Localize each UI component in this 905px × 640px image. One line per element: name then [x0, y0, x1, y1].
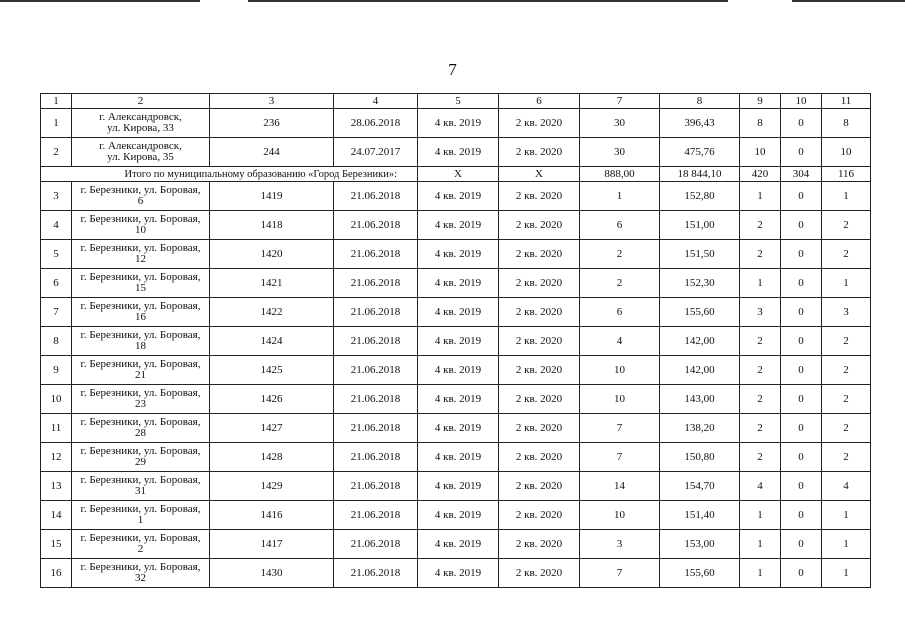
count-cell: 10	[580, 385, 660, 414]
col10-cell: 0	[781, 385, 822, 414]
permit-date-cell: 24.07.2017	[334, 138, 418, 167]
total-cell: 2	[740, 443, 781, 472]
address-line: г. Березники, ул. Боровая,	[80, 184, 201, 196]
table-row	[41, 385, 871, 414]
table-row	[41, 443, 871, 472]
table-row	[41, 211, 871, 240]
address-cell	[72, 298, 210, 327]
start-date-cell: 4 кв. 2019	[418, 327, 499, 356]
total-value-cell: Х	[499, 167, 580, 182]
permit-number-cell: 1421	[210, 269, 334, 298]
permit-number-cell: 1418	[210, 211, 334, 240]
total-cell: 1	[740, 269, 781, 298]
address-line: ул. Кирова, 33	[107, 122, 174, 134]
housing-table	[40, 93, 871, 588]
total-value-cell: 304	[781, 167, 822, 182]
total-cell: 1	[740, 530, 781, 559]
total-value-cell: 18 844,10	[660, 167, 740, 182]
permit-date-cell: 21.06.2018	[334, 269, 418, 298]
address-cell	[72, 211, 210, 240]
permit-number-cell: 1424	[210, 327, 334, 356]
col10-cell: 0	[781, 182, 822, 211]
row-number-cell: 11	[41, 414, 72, 443]
end-date-cell: 2 кв. 2020	[499, 443, 580, 472]
row-number-cell: 6	[41, 269, 72, 298]
address-line: 32	[135, 572, 146, 584]
total-cell: 1	[740, 501, 781, 530]
permit-date-cell: 21.06.2018	[334, 356, 418, 385]
address-line: г. Березники, ул. Боровая,	[80, 300, 201, 312]
permit-date-cell: 21.06.2018	[334, 298, 418, 327]
area-cell: 142,00	[660, 356, 740, 385]
total-label: Итого по муниципальному образованию «Город Березники»:	[41, 167, 418, 182]
col11-cell: 1	[822, 269, 871, 298]
total-value-cell: 116	[822, 167, 871, 182]
count-cell: 7	[580, 443, 660, 472]
row-number-cell: 5	[41, 240, 72, 269]
scan-top-edge	[792, 0, 905, 2]
column-header: 4	[334, 94, 418, 109]
row-number-cell: 4	[41, 211, 72, 240]
start-date-cell: 4 кв. 2019	[418, 530, 499, 559]
permit-date-cell: 21.06.2018	[334, 385, 418, 414]
count-cell: 7	[580, 559, 660, 588]
address-cell	[72, 138, 210, 167]
area-cell: 138,20	[660, 414, 740, 443]
end-date-cell: 2 кв. 2020	[499, 182, 580, 211]
row-number-cell: 1	[41, 109, 72, 138]
address-line: г. Березники, ул. Боровая,	[80, 358, 201, 370]
total-cell: 2	[740, 385, 781, 414]
col10-cell: 0	[781, 501, 822, 530]
address-line: 2	[137, 543, 144, 555]
area-cell: 155,60	[660, 559, 740, 588]
address-line: г. Березники, ул. Боровая,	[80, 329, 201, 341]
table-row	[41, 269, 871, 298]
address-line: ул. Кирова, 35	[107, 151, 174, 163]
address-line: г. Березники, ул. Боровая,	[80, 445, 201, 457]
address-cell	[72, 443, 210, 472]
address-line: 18	[135, 340, 146, 352]
col11-cell: 2	[822, 385, 871, 414]
address-cell	[72, 385, 210, 414]
start-date-cell: 4 кв. 2019	[418, 356, 499, 385]
permit-date-cell: 28.06.2018	[334, 109, 418, 138]
col11-cell: 1	[822, 530, 871, 559]
start-date-cell: 4 кв. 2019	[418, 109, 499, 138]
header-row	[41, 94, 871, 109]
area-cell: 152,30	[660, 269, 740, 298]
column-header: 9	[740, 94, 781, 109]
permit-date-cell: 21.06.2018	[334, 211, 418, 240]
end-date-cell: 2 кв. 2020	[499, 327, 580, 356]
table-row	[41, 472, 871, 501]
end-date-cell: 2 кв. 2020	[499, 501, 580, 530]
row-number-cell: 3	[41, 182, 72, 211]
permit-date-cell: 21.06.2018	[334, 559, 418, 588]
end-date-cell: 2 кв. 2020	[499, 530, 580, 559]
address-line: 23	[135, 398, 146, 410]
col10-cell: 0	[781, 327, 822, 356]
row-number-cell: 9	[41, 356, 72, 385]
total-cell: 3	[740, 298, 781, 327]
permit-number-cell: 1430	[210, 559, 334, 588]
start-date-cell: 4 кв. 2019	[418, 269, 499, 298]
area-cell: 151,40	[660, 501, 740, 530]
start-date-cell: 4 кв. 2019	[418, 211, 499, 240]
area-cell: 396,43	[660, 109, 740, 138]
address-line: 12	[135, 253, 146, 265]
permit-number-cell: 1429	[210, 472, 334, 501]
start-date-cell: 4 кв. 2019	[418, 240, 499, 269]
col11-cell: 1	[822, 559, 871, 588]
address-line: г. Березники, ул. Боровая,	[80, 213, 201, 225]
address-line: г. Александровск,	[99, 111, 182, 123]
permit-date-cell: 21.06.2018	[334, 530, 418, 559]
end-date-cell: 2 кв. 2020	[499, 269, 580, 298]
address-cell	[72, 327, 210, 356]
table-row	[41, 182, 871, 211]
count-cell: 30	[580, 109, 660, 138]
count-cell: 7	[580, 414, 660, 443]
start-date-cell: 4 кв. 2019	[418, 501, 499, 530]
table-row	[41, 414, 871, 443]
permit-date-cell: 21.06.2018	[334, 240, 418, 269]
table-row	[41, 530, 871, 559]
table-row	[41, 240, 871, 269]
permit-date-cell: 21.06.2018	[334, 182, 418, 211]
address-line: 28	[135, 427, 146, 439]
total-cell: 2	[740, 414, 781, 443]
total-cell: 10	[740, 138, 781, 167]
count-cell: 3	[580, 530, 660, 559]
col11-cell: 2	[822, 327, 871, 356]
col11-cell: 4	[822, 472, 871, 501]
row-number-cell: 7	[41, 298, 72, 327]
column-header: 3	[210, 94, 334, 109]
address-line: г. Березники, ул. Боровая,	[80, 416, 201, 428]
end-date-cell: 2 кв. 2020	[499, 298, 580, 327]
end-date-cell: 2 кв. 2020	[499, 138, 580, 167]
permit-date-cell: 21.06.2018	[334, 327, 418, 356]
column-header: 2	[72, 94, 210, 109]
address-line: г. Березники, ул. Боровая,	[80, 561, 201, 573]
end-date-cell: 2 кв. 2020	[499, 385, 580, 414]
row-number-cell: 10	[41, 385, 72, 414]
area-cell: 475,76	[660, 138, 740, 167]
address-line: г. Александровск,	[99, 140, 182, 152]
address-line: 15	[135, 282, 146, 294]
col10-cell: 0	[781, 443, 822, 472]
col11-cell: 1	[822, 182, 871, 211]
end-date-cell: 2 кв. 2020	[499, 559, 580, 588]
permit-number-cell: 1422	[210, 298, 334, 327]
area-cell: 143,00	[660, 385, 740, 414]
address-line: г. Березники, ул. Боровая,	[80, 474, 201, 486]
column-header: 1	[41, 94, 72, 109]
area-cell: 150,80	[660, 443, 740, 472]
area-cell: 142,00	[660, 327, 740, 356]
address-cell	[72, 269, 210, 298]
total-cell: 2	[740, 356, 781, 385]
address-line: 10	[135, 224, 146, 236]
col10-cell: 0	[781, 240, 822, 269]
count-cell: 2	[580, 240, 660, 269]
total-cell: 4	[740, 472, 781, 501]
address-cell	[72, 109, 210, 138]
count-cell: 10	[580, 356, 660, 385]
table-row	[41, 327, 871, 356]
count-cell: 2	[580, 269, 660, 298]
count-cell: 10	[580, 501, 660, 530]
address-line: г. Березники, ул. Боровая,	[80, 271, 201, 283]
row-number-cell: 2	[41, 138, 72, 167]
count-cell: 6	[580, 298, 660, 327]
count-cell: 30	[580, 138, 660, 167]
col10-cell: 0	[781, 138, 822, 167]
col10-cell: 0	[781, 472, 822, 501]
end-date-cell: 2 кв. 2020	[499, 414, 580, 443]
permit-number-cell: 1420	[210, 240, 334, 269]
total-row	[41, 167, 871, 182]
scan-top-edge	[248, 0, 728, 2]
address-line: 21	[135, 369, 146, 381]
table-row	[41, 501, 871, 530]
col10-cell: 0	[781, 269, 822, 298]
area-cell: 151,50	[660, 240, 740, 269]
row-number-cell: 16	[41, 559, 72, 588]
total-cell: 1	[740, 559, 781, 588]
start-date-cell: 4 кв. 2019	[418, 472, 499, 501]
end-date-cell: 2 кв. 2020	[499, 109, 580, 138]
permit-number-cell: 1425	[210, 356, 334, 385]
permit-number-cell: 236	[210, 109, 334, 138]
total-value-cell: 420	[740, 167, 781, 182]
col11-cell: 1	[822, 501, 871, 530]
permit-number-cell: 1427	[210, 414, 334, 443]
permit-number-cell: 1426	[210, 385, 334, 414]
end-date-cell: 2 кв. 2020	[499, 472, 580, 501]
permit-number-cell: 1416	[210, 501, 334, 530]
address-line: г. Березники, ул. Боровая,	[80, 387, 201, 399]
col11-cell: 2	[822, 443, 871, 472]
table-row	[41, 356, 871, 385]
start-date-cell: 4 кв. 2019	[418, 385, 499, 414]
col10-cell: 0	[781, 530, 822, 559]
table-row	[41, 298, 871, 327]
count-cell: 14	[580, 472, 660, 501]
address-cell	[72, 501, 210, 530]
area-cell: 151,00	[660, 211, 740, 240]
column-header: 6	[499, 94, 580, 109]
address-line: г. Березники, ул. Боровая,	[80, 242, 201, 254]
address-cell	[72, 182, 210, 211]
end-date-cell: 2 кв. 2020	[499, 240, 580, 269]
start-date-cell: 4 кв. 2019	[418, 138, 499, 167]
area-cell: 154,70	[660, 472, 740, 501]
table-row	[41, 138, 871, 167]
column-header: 11	[822, 94, 871, 109]
scan-top-edge	[0, 0, 200, 2]
start-date-cell: 4 кв. 2019	[418, 298, 499, 327]
start-date-cell: 4 кв. 2019	[418, 443, 499, 472]
permit-number-cell: 1428	[210, 443, 334, 472]
row-number-cell: 13	[41, 472, 72, 501]
total-value-cell: Х	[418, 167, 499, 182]
row-number-cell: 8	[41, 327, 72, 356]
address-cell	[72, 559, 210, 588]
address-cell	[72, 472, 210, 501]
col10-cell: 0	[781, 559, 822, 588]
address-cell	[72, 414, 210, 443]
total-cell: 2	[740, 211, 781, 240]
address-line: г. Березники, ул. Боровая,	[80, 532, 201, 544]
address-line: 29	[135, 456, 146, 468]
address-line: 16	[135, 311, 146, 323]
col11-cell: 2	[822, 356, 871, 385]
col10-cell: 0	[781, 211, 822, 240]
column-header: 8	[660, 94, 740, 109]
total-cell: 8	[740, 109, 781, 138]
address-line: 1	[137, 514, 144, 526]
end-date-cell: 2 кв. 2020	[499, 356, 580, 385]
column-header: 10	[781, 94, 822, 109]
col11-cell: 3	[822, 298, 871, 327]
row-number-cell: 12	[41, 443, 72, 472]
address-line: 31	[135, 485, 146, 497]
area-cell: 152,80	[660, 182, 740, 211]
permit-date-cell: 21.06.2018	[334, 501, 418, 530]
address-cell	[72, 240, 210, 269]
col11-cell: 2	[822, 240, 871, 269]
col11-cell: 8	[822, 109, 871, 138]
address-cell	[72, 530, 210, 559]
total-cell: 2	[740, 327, 781, 356]
start-date-cell: 4 кв. 2019	[418, 559, 499, 588]
permit-number-cell: 244	[210, 138, 334, 167]
permit-date-cell: 21.06.2018	[334, 472, 418, 501]
total-cell: 2	[740, 240, 781, 269]
row-number-cell: 14	[41, 501, 72, 530]
address-line: г. Березники, ул. Боровая,	[80, 503, 201, 515]
table-row	[41, 559, 871, 588]
col10-cell: 0	[781, 109, 822, 138]
end-date-cell: 2 кв. 2020	[499, 211, 580, 240]
address-line: 6	[137, 195, 144, 207]
count-cell: 6	[580, 211, 660, 240]
area-cell: 155,60	[660, 298, 740, 327]
col10-cell: 0	[781, 298, 822, 327]
permit-number-cell: 1417	[210, 530, 334, 559]
total-cell: 1	[740, 182, 781, 211]
row-number-cell: 15	[41, 530, 72, 559]
permit-number-cell: 1419	[210, 182, 334, 211]
col11-cell: 2	[822, 211, 871, 240]
table-row	[41, 109, 871, 138]
count-cell: 1	[580, 182, 660, 211]
col11-cell: 2	[822, 414, 871, 443]
area-cell: 153,00	[660, 530, 740, 559]
page-number: 7	[448, 60, 457, 79]
start-date-cell: 4 кв. 2019	[418, 414, 499, 443]
col10-cell: 0	[781, 414, 822, 443]
count-cell: 4	[580, 327, 660, 356]
permit-date-cell: 21.06.2018	[334, 443, 418, 472]
column-header: 7	[580, 94, 660, 109]
total-value-cell: 888,00	[580, 167, 660, 182]
col10-cell: 0	[781, 356, 822, 385]
permit-date-cell: 21.06.2018	[334, 414, 418, 443]
address-cell	[72, 356, 210, 385]
column-header: 5	[418, 94, 499, 109]
col11-cell: 10	[822, 138, 871, 167]
start-date-cell: 4 кв. 2019	[418, 182, 499, 211]
